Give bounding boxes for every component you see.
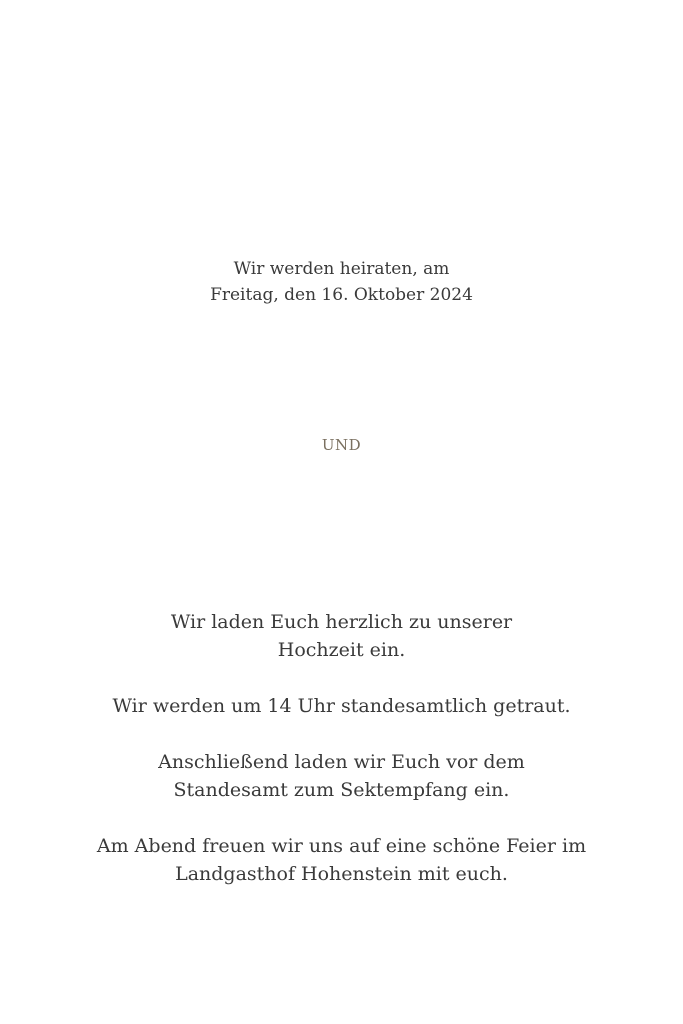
- wedding-date-block: [0, 256, 683, 308]
- date-line: Freitag, den 16. Oktober 2024: [210, 285, 473, 305]
- invite-line: Am Abend freuen wir uns auf eine schöne Feier im: [96, 835, 587, 857]
- invite-line: Wir werden um 14 Uhr standesamtlich getraut.: [112, 695, 571, 717]
- invite-line: Landgasthof Hohenstein mit euch.: [175, 863, 508, 885]
- invite-line: Anschließend laden wir Euch vor dem: [158, 751, 525, 773]
- invite-paragraph-greeting: [0, 608, 683, 664]
- date-intro-line: Wir werden heiraten, am: [233, 259, 450, 279]
- invite-line: Standesamt zum Sektempfang ein.: [173, 779, 510, 801]
- invite-paragraph-evening: [0, 832, 683, 888]
- invite-paragraph-ceremony: [0, 692, 683, 720]
- couple-connector: UND: [321, 436, 362, 454]
- invite-line: Hochzeit ein.: [277, 639, 406, 661]
- invite-paragraph-reception: [0, 748, 683, 804]
- invitation-text: [0, 608, 683, 916]
- invite-line: Wir laden Euch herzlich zu unserer: [170, 611, 513, 633]
